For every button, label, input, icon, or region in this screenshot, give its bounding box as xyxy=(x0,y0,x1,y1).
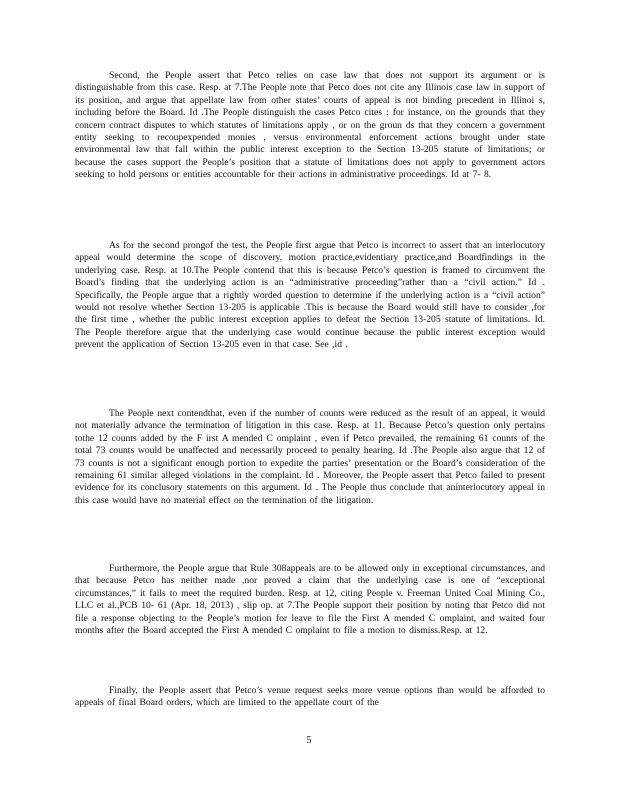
paragraph-text: As for the second prongof the test, the People first argue that Petco is incorrect to assert that an interlocutory appeal would determine the scope of discovery, motion practice,evidentiary practice,and Boardfindings in the underlying case. Resp. at 10.The People contend that this is because Petco’s question is framed to circumvent the Board’s finding that the underlying action is an “administrative proceeding”rather than a “civil action.” Id . Specifically, the People argue that a rightly worded question to determine if the underlying action is a “civil action” would not resolve whether Section 13-205 is applicable .This is because the Board would still have to consider ,for the first time , whether the public interest exception applies to defeat the Section 13-205 statute of limitations. Id. The People therefore argue that the underlying case would continue because the public interest exception would prevent the application of Section 13-205 even in that case. See ,id . xyxy=(75,240,545,351)
paragraph-text: Finally, the People assert that Petco’s venue request seeks more venue options than would be afforded to appeals of final Board orders, which are limited to the appellate court of the xyxy=(75,685,545,709)
paragraph-5 xyxy=(75,685,545,710)
page-number: 5 xyxy=(306,735,312,746)
paragraph-4 xyxy=(75,563,545,637)
paragraph-text: The People next contendthat, even if the number of counts were reduced as the result of an appeal, it would not materially advance the termination of litigation in this case. Resp. at 11. Because Petco’s question only pertains tothe 12 counts added by the F irst A mended C omplaint , even if Petco prevailed, the remaining 61 counts of the total 73 counts would be unaffected and necessarily proceed to penalty hearing. Id .The People also argue that 12 of 73 counts is not a significant enough portion to expedite the parties’ presentation or the Board’s consideration of the remaining 61 similar alleged violations in the complaint. Id . Moreover, the People assert that Petco failed to present evidence for its conclusory statements on this argument. Id . The People thus conclude that aninterlocutory appeal in this case would have no material effect on the termination of the litigation. xyxy=(75,408,545,506)
paragraph-3 xyxy=(75,408,545,507)
paragraph-2 xyxy=(75,240,545,352)
paragraph-text: Furthermore, the People argue that Rule 308appeals are to be allowed only in exceptional circumstances, and that because Petco has neither made ,nor proved a claim that the underlying case is one of “exceptional circumstances,” it fails to meet the required burden. Resp. at 12, citing People v. Freeman United Coal Mining Co., LLC et al.,PCB 10- 61 (Apr. 18, 2013) , slip op. at 7.The People support their position by noting that Petco did not file a response objecting to the People’s motion for leave to file the First A mended C omplaint, and waited four months after the Board accepted the First A mended C omplaint to file a motion to dismiss.Resp. at 12. xyxy=(75,563,545,637)
paragraph-1 xyxy=(75,70,545,182)
paragraph-text: Second, the People assert that Petco relies on case law that does not support its argument or is distinguishable from this case. Resp. at 7.The People note that Petco does not cite any Illinois case law in support of its position, and argue that appellate law from other states’ courts of appeal is not binding precedent in Illinoi s, including before the Board. Id .The People distinguish the cases Petco cites : for instance, on the grounds that they concern contract disputes to which statutes of limitations apply , or on the groun ds that they concern a government entity seeking to recoupexpended monies , versus environmental enforcement actions brought under state environmental law that fall within the public interest exception to the Section 13-205 statute of limitations; or because the cases support the People’s position that a statute of limitations does not apply to government actors seeking to hold persons or entities accountable for their actions in administrative proceedings. Id at 7- 8. xyxy=(75,70,545,181)
